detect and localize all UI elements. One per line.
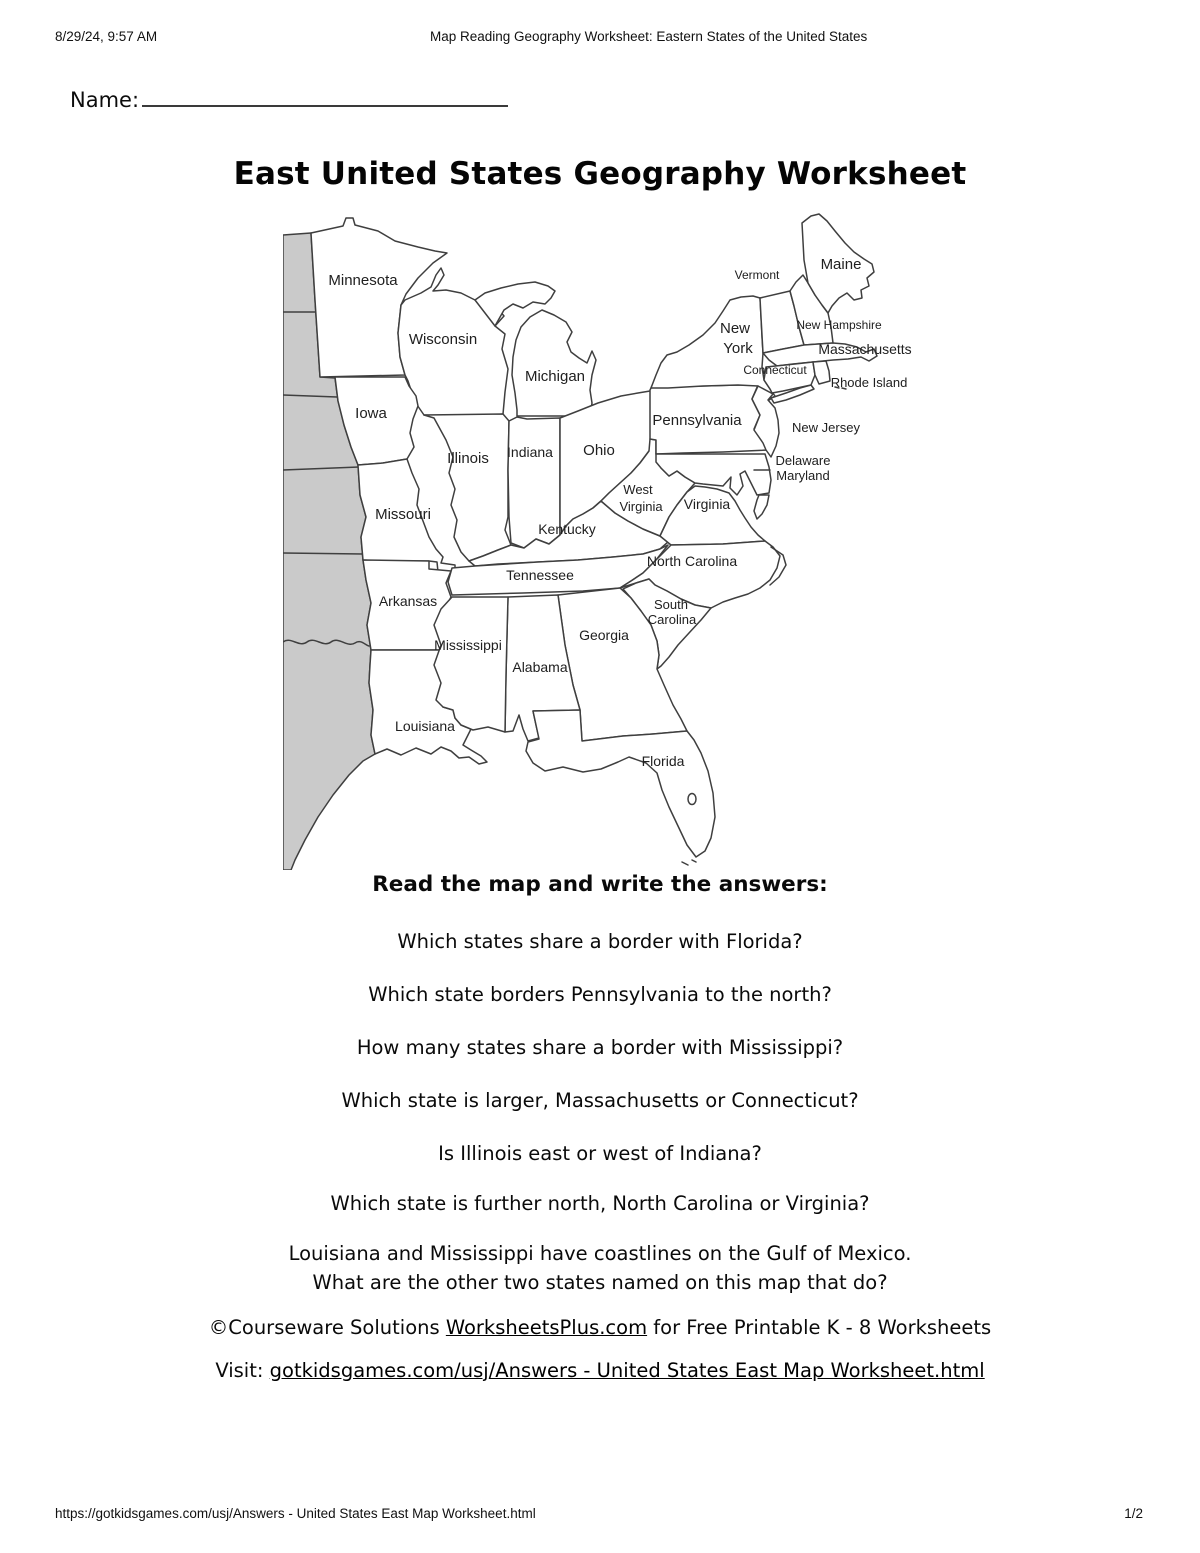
state-label-new-york-1: New [719,320,751,337]
state-label-alabama: Alabama [512,659,568,675]
question-2: Which state borders Pennsylvania to the north? [368,983,832,1006]
credit-prefix: ©Courseware Solutions [208,1316,446,1339]
lake-okeechobee [688,794,696,805]
state-label-delaware: Delaware [775,453,831,468]
state-label-maryland: Maryland [776,468,830,483]
state-shape-michigan [512,310,596,416]
state-shape-new-york [651,296,775,400]
east-us-map-svg [283,205,920,870]
name-label: Name: [70,88,140,112]
worksheetsplus-link[interactable]: WorksheetsPlus.com [445,1316,648,1339]
state-label-arkansas: Arkansas [378,593,438,609]
state-label-maine: Maine [820,256,862,273]
state-label-wisconsin: Wisconsin [408,331,478,348]
state-label-ohio: Ohio [583,442,615,459]
state-label-south-carolina-1: South [654,597,688,612]
print-header-title: Map Reading Geography Worksheet: Eastern States of the United States [430,29,868,44]
state-label-georgia: Georgia [579,627,629,643]
print-footer-page-indicator: 1/2 [1124,1506,1143,1521]
question-1: Which states share a border with Florida? [397,930,803,953]
question-5: Is Illinois east or west of Indiana? [438,1142,762,1165]
state-label-massachusetts: Massachusetts [818,341,912,357]
state-label-west-virginia-2: Virginia [619,499,663,514]
page-title: East United States Geography Worksheet [233,155,967,192]
state-shape-illinois [424,414,511,561]
print-header-datetime: 8/29/24, 9:57 AM [55,29,158,44]
state-label-tennessee: Tennessee [506,567,574,583]
question-6: Which state is further north, North Carolina or Virginia? [330,1192,870,1215]
question-7: Louisiana and Mississippi have coastlines on the Gulf of Mexico. What are the other two states named on this map that do? [288,1242,912,1294]
state-label-west-virginia-1: West [623,482,653,497]
state-label-south-carolina-2: Carolina [647,612,697,627]
question-3: How many states share a border with Mississippi? [356,1036,844,1059]
print-footer-url: https://gotkidsgames.com/usj/Answers - United States East Map Worksheet.html [55,1506,536,1521]
state-label-indiana: Indiana [507,444,553,460]
instruction-heading: Read the map and write the answers: [372,872,828,897]
state-label-iowa: Iowa [355,405,387,422]
state-label-kentucky: Kentucky [538,521,596,537]
east-us-map [283,205,920,870]
state-label-illinois: Illinois [447,450,489,467]
credit-suffix: for Free Printable K - 8 Worksheets [647,1316,992,1339]
state-label-north-carolina: North Carolina [646,553,738,569]
state-shape-rhode-island [813,361,830,384]
credit-line [0,1314,1200,1343]
state-label-new-jersey: New Jersey [792,420,860,435]
state-label-rhode-island: Rhode Island [830,375,908,390]
visit-prefix: Visit: [215,1359,270,1382]
visit-line [0,1357,1200,1386]
name-row [70,82,508,112]
question-4: Which state is larger, Massachusetts or Connecticut? [341,1089,859,1112]
state-label-michigan: Michigan [524,368,586,385]
state-label-virginia: Virginia [683,496,731,512]
state-label-pennsylvania: Pennsylvania [652,412,742,429]
name-blank-line [142,82,508,107]
state-label-missouri: Missouri [375,506,431,523]
answers-link[interactable]: gotkidsgames.com/usj/Answers - United States East Map Worksheet.html [269,1359,985,1382]
state-label-new-hampshire: New Hampshire [796,318,882,332]
state-label-mississippi: Mississippi [434,637,502,653]
florida-keys [682,860,696,865]
state-label-vermont: Vermont [734,268,780,282]
state-label-florida: Florida [641,753,685,769]
state-label-connecticut: Connecticut [743,363,807,377]
delmarva-virginia-tip-shape [754,495,769,519]
state-label-new-york-2: York [723,340,753,357]
state-label-minnesota: Minnesota [328,272,398,289]
state-label-louisiana: Louisiana [395,718,455,734]
